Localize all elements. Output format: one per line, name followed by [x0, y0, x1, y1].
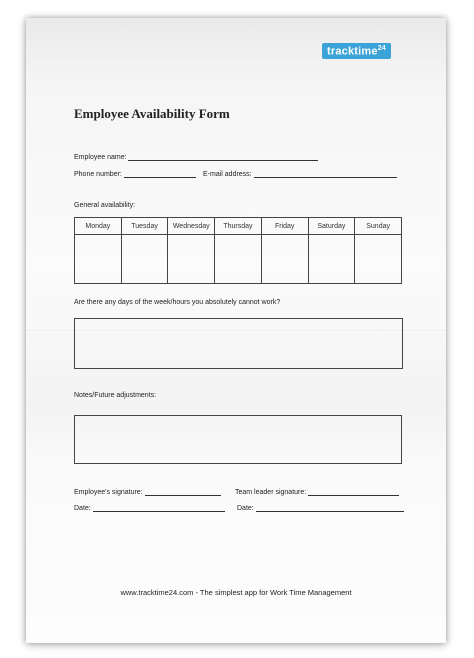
day-header: Thursday: [215, 218, 262, 235]
phone-label: Phone number:: [74, 171, 122, 178]
footer-text: www.tracktime24.com - The simplest app for Work Time Management: [120, 588, 352, 597]
wednesday-cell[interactable]: [168, 235, 215, 284]
day-header: Monday: [75, 218, 122, 235]
employee-signature-line[interactable]: [145, 487, 221, 496]
general-availability-label: General availability:: [74, 202, 136, 209]
day-header: Sunday: [355, 218, 402, 235]
team-leader-date-line[interactable]: [256, 503, 404, 512]
sunday-cell[interactable]: [355, 235, 402, 284]
day-header: Wednesday: [168, 218, 215, 235]
phone-field[interactable]: [74, 169, 196, 178]
day-header: Saturday: [308, 218, 355, 235]
day-header: Tuesday: [121, 218, 168, 235]
logo-badge: tracktime$^{24}$: [322, 43, 391, 60]
team-leader-signature-label: Team leader signature:: [235, 489, 307, 496]
notes-box[interactable]: [74, 415, 402, 464]
availability-header-row: [75, 218, 402, 235]
employee-signature-field[interactable]: [74, 487, 221, 496]
availability-table: [74, 217, 402, 284]
employee-name-field[interactable]: [74, 152, 318, 161]
day-header: Friday: [261, 218, 308, 235]
team-leader-date-field[interactable]: [237, 503, 404, 512]
tracktime-logo: [322, 42, 391, 60]
cannot-work-box[interactable]: [74, 318, 403, 369]
team-leader-signature-field[interactable]: [235, 487, 399, 496]
employee-name-label: Employee name:: [74, 154, 127, 161]
email-line[interactable]: [254, 169, 397, 178]
notes-label: Notes/Future adjustments:: [74, 392, 157, 399]
employee-date-line[interactable]: [93, 503, 225, 512]
friday-cell[interactable]: [261, 235, 308, 284]
availability-entry-row: [75, 235, 402, 284]
team-leader-signature-line[interactable]: [308, 487, 399, 496]
employee-signature-label: Employee's signature:: [74, 489, 143, 496]
cannot-work-label: Are there any days of the week/hours you absolutely cannot work?: [74, 299, 281, 306]
page-title: Employee Availability Form: [74, 106, 230, 121]
form-sheet: [26, 18, 446, 643]
employee-name-line[interactable]: [128, 152, 318, 161]
saturday-cell[interactable]: [308, 235, 355, 284]
employee-date-label: Date:: [74, 505, 91, 512]
email-label: E-mail address:: [203, 171, 252, 178]
team-leader-date-label: Date:: [237, 505, 254, 512]
email-field[interactable]: [203, 169, 397, 178]
phone-line[interactable]: [124, 169, 196, 178]
thursday-cell[interactable]: [215, 235, 262, 284]
employee-date-field[interactable]: [74, 503, 225, 512]
monday-cell[interactable]: [75, 235, 122, 284]
tuesday-cell[interactable]: [121, 235, 168, 284]
